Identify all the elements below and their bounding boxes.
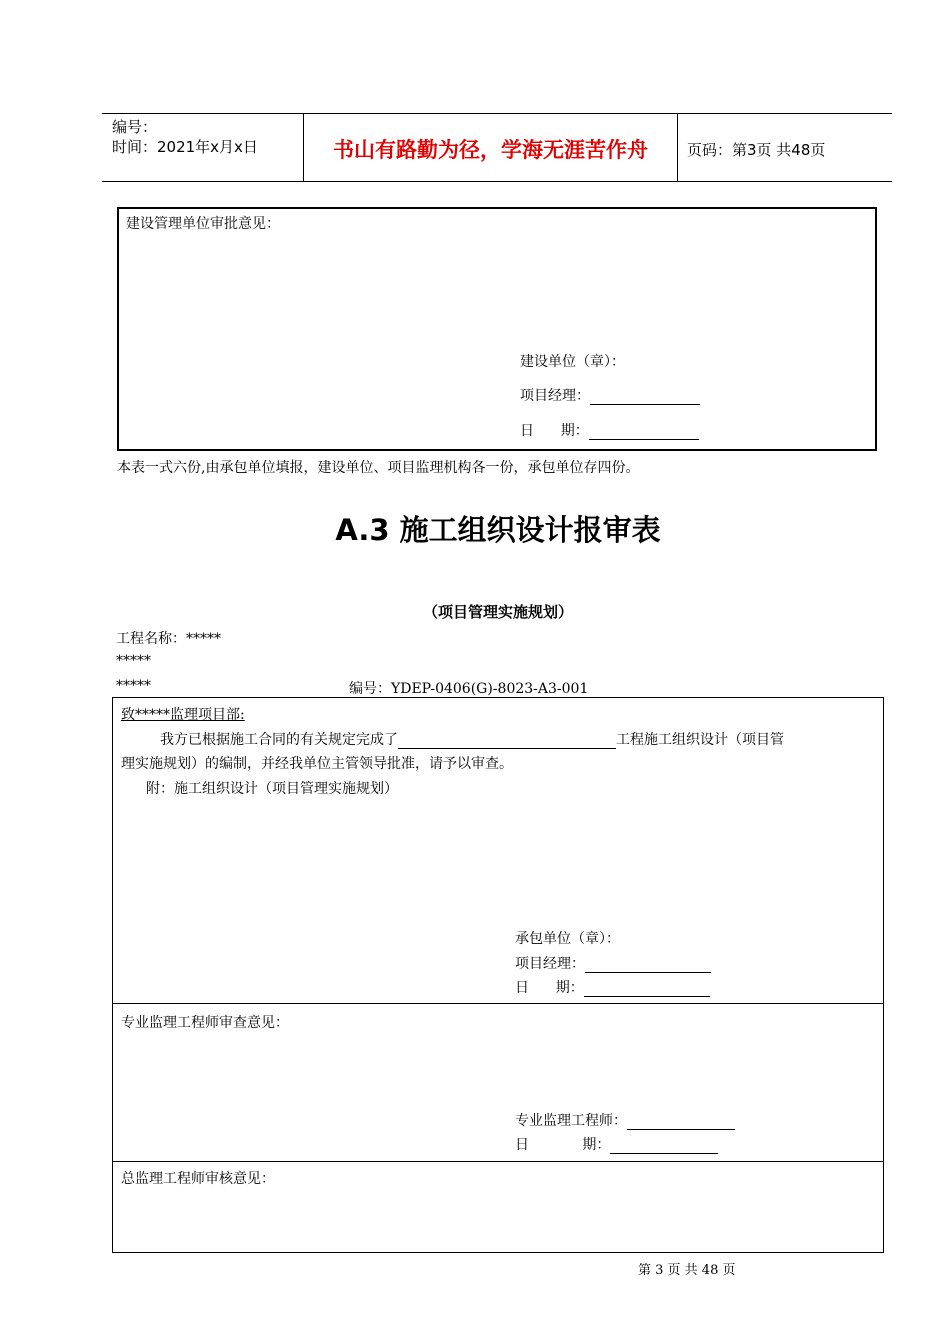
contractor-date-label: 日 期： (515, 980, 584, 996)
header-number-label: 编号： (112, 118, 158, 136)
contractor-manager-label: 项目经理： (515, 956, 585, 972)
project-line-2: ***** (116, 653, 151, 669)
engineer-date-label: 日 期： (515, 1137, 611, 1153)
footer-page-number: 第 3 页 共 48 页 (638, 1263, 736, 1278)
section-divider-2 (112, 1161, 884, 1162)
header-top-rule (102, 113, 892, 114)
engineer-label: 专业监理工程师： (515, 1113, 627, 1129)
engineer-date-field[interactable] (610, 1139, 718, 1154)
header-time: 时间：2021年x月x日 (112, 138, 258, 156)
form-subheading: （项目管理实施规划） (422, 603, 573, 621)
form-heading: A.3 施工组织设计报审表 (335, 513, 661, 547)
contractor-label: 承包单位（章）： (515, 931, 620, 947)
header-bottom-rule (102, 181, 892, 182)
approval-date-label: 日 期： (520, 423, 589, 439)
form-serial: 编号：YDEP-0406(G)-8023-A3-001 (349, 681, 589, 697)
header-divider-right (677, 113, 678, 181)
section1-body-line2: 理实施规划）的编制，并经我单位主管领导批准，请予以审查。 (121, 756, 513, 772)
addressee: 致*****监理项目部: (121, 707, 245, 723)
section-divider-1 (112, 1003, 884, 1004)
approval-box (117, 207, 877, 451)
section1-attachment: 附：施工组织设计（项目管理实施规划） (146, 781, 398, 797)
approval-date-field[interactable] (589, 425, 699, 440)
section1-body-before: 我方已根据施工合同的有关规定完成了 (160, 732, 398, 748)
approval-manager-field[interactable] (590, 390, 700, 405)
header-page-info: 页码：第3页 共48页 (687, 141, 826, 159)
section2-title: 专业监理工程师审查意见： (121, 1015, 289, 1031)
project-line-3: ***** (116, 678, 151, 694)
approval-manager-label: 项目经理： (520, 388, 590, 404)
section3-title: 总监理工程师审核意见： (121, 1171, 275, 1187)
header-motto: 书山有路勤为径，学海无涯苦作舟 (333, 138, 648, 162)
contractor-date-field[interactable] (584, 982, 710, 997)
approval-unit-label: 建设单位（章）： (520, 354, 625, 370)
contractor-manager-field[interactable] (585, 958, 711, 973)
copies-note: 本表一式六份,由承包单位填报，建设单位、项目监理机构各一份，承包单位存四份。 (117, 460, 640, 476)
project-name-field[interactable] (398, 734, 616, 749)
approval-title: 建设管理单位审批意见： (126, 216, 280, 232)
project-name: 工程名称：***** (116, 631, 221, 647)
engineer-field[interactable] (627, 1115, 735, 1130)
section1-body-after: 工程施工组织设计（项目管 (616, 732, 784, 748)
